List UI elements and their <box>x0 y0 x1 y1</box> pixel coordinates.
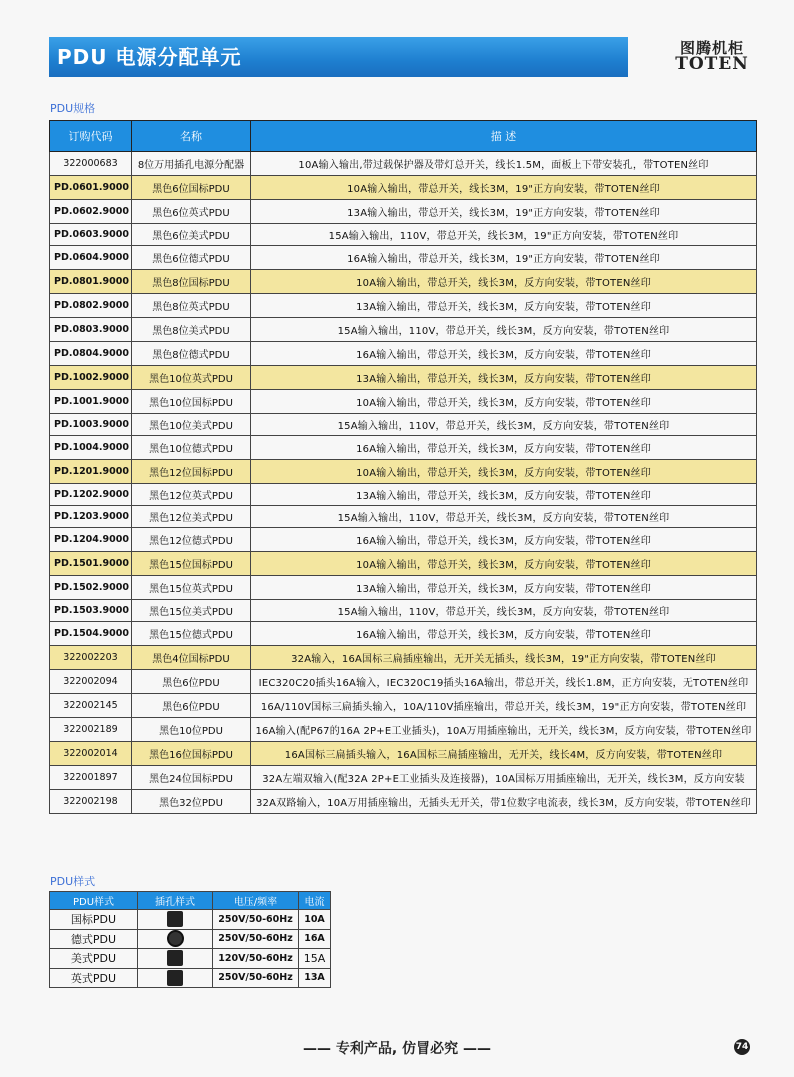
order-code-cell: PD.1004.9000 <box>50 436 132 460</box>
order-code-cell: PD.0603.9000 <box>50 224 132 246</box>
order-code-cell: PD.1202.9000 <box>50 484 132 506</box>
table-row <box>50 552 757 576</box>
us-socket-icon <box>167 950 183 966</box>
description-cell: 32A输入，16A国标三扁插座输出，无开关无插头，线长3M，19"正方向安装，带TOTEN丝印 <box>251 646 757 670</box>
table-row <box>50 600 757 622</box>
product-name-cell: 黑色8位英式PDU <box>132 294 251 318</box>
product-name-cell: 黑色15位国标PDU <box>132 552 251 576</box>
product-name-cell: 黑色10位德式PDU <box>132 436 251 460</box>
product-name-cell: 黑色15位英式PDU <box>132 576 251 600</box>
order-code-cell: PD.1201.9000 <box>50 460 132 484</box>
current-cell: 15A <box>299 949 331 969</box>
pdu-type-cell: 美式PDU <box>50 949 138 969</box>
order-code-cell: PD.1503.9000 <box>50 600 132 622</box>
table-row <box>50 460 757 484</box>
description-cell: 16A输入(配P67的16A 2P+E工业插头)，10A万用插座输出，无开关，线长3M，反方向安装，带TOTEN丝印 <box>251 718 757 742</box>
order-code-cell: PD.0802.9000 <box>50 294 132 318</box>
table-row <box>50 224 757 246</box>
style-table <box>49 891 331 988</box>
table-row <box>50 766 757 790</box>
table-row <box>50 246 757 270</box>
table-row <box>50 318 757 342</box>
col-header-name: 名称 <box>132 121 251 152</box>
uk-socket-icon <box>167 970 183 986</box>
description-cell: 13A输入输出，带总开关，线长3M，反方向安装，带TOTEN丝印 <box>251 294 757 318</box>
description-cell: 16A输入输出，带总开关，线长3M，反方向安装，带TOTEN丝印 <box>251 622 757 646</box>
product-name-cell: 黑色6位PDU <box>132 694 251 718</box>
table-row <box>50 390 757 414</box>
table-row <box>50 718 757 742</box>
spec-section-title: PDU规格 <box>50 102 96 115</box>
col-header-socket: 插孔样式 <box>138 892 213 910</box>
order-code-cell: PD.1203.9000 <box>50 506 132 528</box>
table-row <box>50 436 757 460</box>
product-name-cell: 黑色12位美式PDU <box>132 506 251 528</box>
product-name-cell: 黑色15位美式PDU <box>132 600 251 622</box>
product-name-cell: 黑色8位国标PDU <box>132 270 251 294</box>
col-header-voltage: 电压/频率 <box>213 892 299 910</box>
order-code-cell: 322002145 <box>50 694 132 718</box>
order-code-cell: PD.1501.9000 <box>50 552 132 576</box>
table-row <box>50 294 757 318</box>
style-section-title: PDU样式 <box>50 875 96 888</box>
product-name-cell: 黑色8位美式PDU <box>132 318 251 342</box>
product-name-cell: 黑色6位德式PDU <box>132 246 251 270</box>
product-name-cell: 黑色4位国标PDU <box>132 646 251 670</box>
product-name-cell: 黑色6位国标PDU <box>132 176 251 200</box>
order-code-cell: PD.0604.9000 <box>50 246 132 270</box>
description-cell: 16A输入输出，带总开关，线长3M，反方向安装，带TOTEN丝印 <box>251 342 757 366</box>
table-row <box>50 484 757 506</box>
product-name-cell: 黑色12位德式PDU <box>132 528 251 552</box>
product-name-cell: 黑色10位PDU <box>132 718 251 742</box>
order-code-cell: PD.0803.9000 <box>50 318 132 342</box>
description-cell: 15A输入输出，110V，带总开关，线长3M，反方向安装，带TOTEN丝印 <box>251 414 757 436</box>
table-row <box>50 270 757 294</box>
description-cell: 16A输入输出，带总开关，线长3M，19"正方向安装，带TOTEN丝印 <box>251 246 757 270</box>
description-cell: 16A国标三扁插头输入，16A国标三扁插座输出，无开关，线长4M，反方向安装，带TOTEN丝印 <box>251 742 757 766</box>
table-row <box>50 910 331 930</box>
col-header-current: 电流 <box>299 892 331 910</box>
voltage-cell: 120V/50-60Hz <box>213 949 299 969</box>
col-header-desc: 描 述 <box>251 121 757 152</box>
order-code-cell: PD.0601.9000 <box>50 176 132 200</box>
current-cell: 10A <box>299 910 331 930</box>
order-code-cell: PD.0804.9000 <box>50 342 132 366</box>
footer-slogan: —— 专利产品, 仿冒必究 —— <box>303 1041 491 1057</box>
pdu-type-cell: 德式PDU <box>50 929 138 949</box>
order-code-cell: 322002014 <box>50 742 132 766</box>
pdu-type-cell: 国标PDU <box>50 910 138 930</box>
table-row <box>50 152 757 176</box>
product-name-cell: 黑色6位PDU <box>132 670 251 694</box>
voltage-cell: 250V/50-60Hz <box>213 929 299 949</box>
order-code-cell: PD.1003.9000 <box>50 414 132 436</box>
pdu-type-cell: 英式PDU <box>50 968 138 988</box>
description-cell: 16A/110V国标三扁插头输入，10A/110V插座输出，带总开关，线长3M，19"正方向安装，带TOTEN丝印 <box>251 694 757 718</box>
spec-header-row <box>50 121 757 152</box>
table-row <box>50 929 331 949</box>
logo-en-text: TOTEN <box>675 54 749 74</box>
description-cell: 32A双路输入，10A万用插座输出，无插头无开关，带1位数字电流表，线长3M，反方向安装，带TOTEN丝印 <box>251 790 757 814</box>
product-name-cell: 黑色24位国标PDU <box>132 766 251 790</box>
description-cell: 10A输入输出，带总开关，线长3M，反方向安装，带TOTEN丝印 <box>251 390 757 414</box>
product-name-cell: 黑色10位国标PDU <box>132 390 251 414</box>
description-cell: 13A输入输出，带总开关，线长3M，反方向安装，带TOTEN丝印 <box>251 366 757 390</box>
table-row <box>50 528 757 552</box>
table-row <box>50 742 757 766</box>
socket-style-cell <box>138 949 213 969</box>
table-row <box>50 176 757 200</box>
product-name-cell: 黑色16位国标PDU <box>132 742 251 766</box>
description-cell: 16A输入输出，带总开关，线长3M，反方向安装，带TOTEN丝印 <box>251 436 757 460</box>
description-cell: 10A输入输出，带总开关，线长3M，反方向安装，带TOTEN丝印 <box>251 460 757 484</box>
table-row <box>50 576 757 600</box>
product-name-cell: 黑色12位国标PDU <box>132 460 251 484</box>
table-row <box>50 414 757 436</box>
style-header-row <box>50 892 331 910</box>
description-cell: 13A输入输出，带总开关，线长3M，19"正方向安装，带TOTEN丝印 <box>251 200 757 224</box>
description-cell: 10A输入输出，带总开关，线长3M，反方向安装，带TOTEN丝印 <box>251 552 757 576</box>
description-cell: 15A输入输出，110V，带总开关，线长3M，19"正方向安装，带TOTEN丝印 <box>251 224 757 246</box>
table-row <box>50 949 331 969</box>
toten-logo <box>675 40 749 74</box>
product-name-cell: 黑色32位PDU <box>132 790 251 814</box>
table-row <box>50 342 757 366</box>
product-name-cell: 黑色15位德式PDU <box>132 622 251 646</box>
de-socket-icon <box>167 930 184 947</box>
description-cell: 10A输入输出,带过载保护器及带灯总开关，线长1.5M，面板上下带安装孔，带TOTEN丝印 <box>251 152 757 176</box>
order-code-cell: PD.1504.9000 <box>50 622 132 646</box>
description-cell: 16A输入输出，带总开关，线长3M，反方向安装，带TOTEN丝印 <box>251 528 757 552</box>
socket-style-cell <box>138 929 213 949</box>
product-name-cell: 黑色12位英式PDU <box>132 484 251 506</box>
description-cell: 15A输入输出，110V，带总开关，线长3M，反方向安装，带TOTEN丝印 <box>251 318 757 342</box>
current-cell: 13A <box>299 968 331 988</box>
description-cell: 13A输入输出，带总开关，线长3M，反方向安装，带TOTEN丝印 <box>251 576 757 600</box>
description-cell: IEC320C20插头16A输入，IEC320C19插头16A输出，带总开关，线长1.8M，正方向安装，无TOTEN丝印 <box>251 670 757 694</box>
voltage-cell: 250V/50-60Hz <box>213 968 299 988</box>
description-cell: 10A输入输出，带总开关，线长3M，19"正方向安装，带TOTEN丝印 <box>251 176 757 200</box>
order-code-cell: 322002094 <box>50 670 132 694</box>
order-code-cell: PD.0602.9000 <box>50 200 132 224</box>
gb-socket-icon <box>167 911 183 927</box>
product-name-cell: 黑色10位英式PDU <box>132 366 251 390</box>
order-code-cell: PD.1502.9000 <box>50 576 132 600</box>
description-cell: 32A左端双输入(配32A 2P+E工业插头及连接器)，10A国标万用插座输出，无开关，线长3M，反方向安装 <box>251 766 757 790</box>
description-cell: 15A输入输出，110V，带总开关，线长3M，反方向安装，带TOTEN丝印 <box>251 600 757 622</box>
order-code-cell: 322002198 <box>50 790 132 814</box>
order-code-cell: PD.1002.9000 <box>50 366 132 390</box>
description-cell: 15A输入输出，110V，带总开关，线长3M，反方向安装，带TOTEN丝印 <box>251 506 757 528</box>
description-cell: 13A输入输出，带总开关，线长3M，反方向安装，带TOTEN丝印 <box>251 484 757 506</box>
voltage-cell: 250V/50-60Hz <box>213 910 299 930</box>
current-cell: 16A <box>299 929 331 949</box>
col-header-code: 订购代码 <box>50 121 132 152</box>
order-code-cell: 322002203 <box>50 646 132 670</box>
order-code-cell: PD.1204.9000 <box>50 528 132 552</box>
table-row <box>50 790 757 814</box>
table-row <box>50 506 757 528</box>
table-row <box>50 366 757 390</box>
table-row <box>50 622 757 646</box>
product-name-cell: 黑色10位美式PDU <box>132 414 251 436</box>
page-number: 74 <box>734 1039 750 1055</box>
description-cell: 10A输入输出，带总开关，线长3M，反方向安装，带TOTEN丝印 <box>251 270 757 294</box>
spec-table <box>49 120 757 814</box>
product-name-cell: 黑色6位美式PDU <box>132 224 251 246</box>
product-name-cell: 黑色6位英式PDU <box>132 200 251 224</box>
socket-style-cell <box>138 910 213 930</box>
order-code-cell: PD.1001.9000 <box>50 390 132 414</box>
table-row <box>50 200 757 224</box>
table-row <box>50 694 757 718</box>
order-code-cell: 322000683 <box>50 152 132 176</box>
col-header-type: PDU样式 <box>50 892 138 910</box>
order-code-cell: 322002189 <box>50 718 132 742</box>
table-row <box>50 968 331 988</box>
table-row <box>50 670 757 694</box>
logo-cn-text: 图腾机柜 <box>679 39 744 57</box>
product-name-cell: 黑色8位德式PDU <box>132 342 251 366</box>
order-code-cell: PD.0801.9000 <box>50 270 132 294</box>
page-title: PDU 电源分配单元 <box>49 37 628 77</box>
product-name-cell: 8位万用插孔电源分配器 <box>132 152 251 176</box>
socket-style-cell <box>138 968 213 988</box>
table-row <box>50 646 757 670</box>
order-code-cell: 322001897 <box>50 766 132 790</box>
